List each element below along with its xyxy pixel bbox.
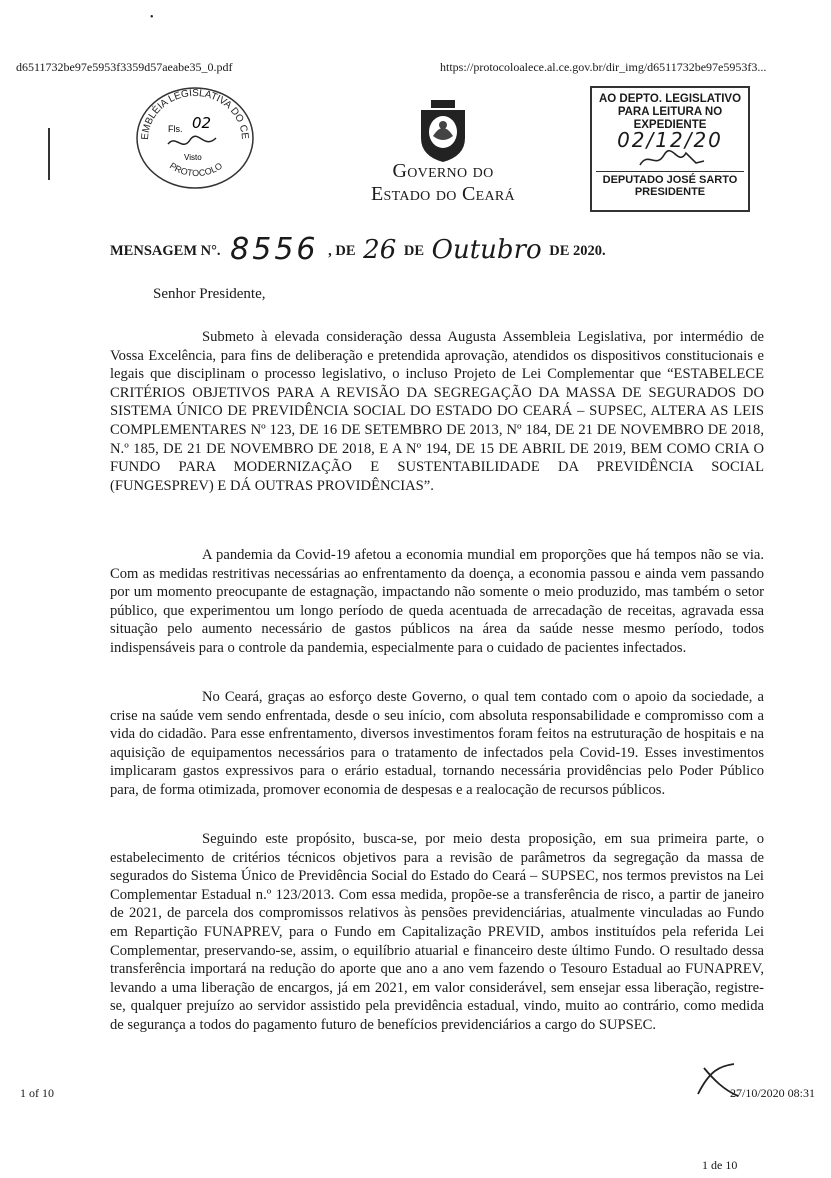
seal-visto: Visto bbox=[184, 153, 202, 162]
page-count-bottom: 1 de 10 bbox=[702, 1158, 738, 1172]
stamp-signature bbox=[592, 147, 748, 171]
scan-dot: • bbox=[150, 12, 154, 23]
paragraph-1: Submeto à elevada consideração dessa Augusta Assembleia Legislativa, por intermédio de Vossa Excelência, para fins de deliberação e pretendida aprovação, atendidos os dispositivos constitucionais e legais que disciplinam o processo legislativo, o incluso Projeto de Lei Complementar que “ESTABELECE CRITÉRIOS OBJETIVOS PARA A REVISÃO DA SEGREGAÇÃO DA MASSA DE SEGURADOS DO SISTEMA ÚNICO DE PREVIDÊNCIA SOCIAL DO ESTADO DO CEARÁ – SUPSEC, ALTERA AS LEIS COMPLEMENTARES Nº 123, DE 16 DE SETEMBRO DE 2013, Nº 184, DE 21 DE NOVEMBRO DE 2018, N.º 185, DE 21 DE NOVEMBRO DE 2018, E A Nº 194, DE 15 DE ABRIL DE 2019, BEM COMO CRIA O FUNDO PARA MODERNIZAÇÃO E SUSTENTABILIDADE DA PREVIDÊNCIA SOCIAL (FUNGESPREV) E DÁ OUTRAS PROVIDÊNCIAS”. bbox=[110, 329, 764, 494]
message-day: 26 bbox=[363, 235, 397, 265]
margin-mark bbox=[48, 128, 50, 180]
stamp-line-2: PARA LEITURA NO EXPEDIENTE bbox=[617, 106, 723, 131]
source-url: https://protocoloalece.al.ce.gov.br/dir_img/d6511732be97e5953f3... bbox=[440, 60, 767, 74]
paragraph-4: Seguindo este propósito, busca-se, por meio desta proposição, em sua primeira parte, o estabelecimento de critérios técnicos objetivos para a revisão de parâmetros da segregação da massa de segurados do Sistema Único de Previdência Social do Estado do Ceará – SUPSEC, nos termos previstos na Lei Complementar Estadual n.º 123/2013. Com essa medida, propõe-se a transferência de risco, a partir de janeiro de 2021, de parcela dos compromissos relativos às pensões previdenciárias, atualmente vinculadas ao Fundo em Repartição FUNAPREV, para o Fundo em Capitalização PREVID, ambos instituídos pela referida Lei Complementar, preservando-se, assim, o equilíbrio atuarial e financeiro deste último Fundo. O resultado dessa transferência importará na redução do aporte que ano a ano vem fazendo o Tesouro Estadual ao FUNAPREV, levando a uma liberação de encargos, já em 2021, em valor considerável, sem ensejar essa liberação, registre-se, qualquer prejuízo ao servidor assistido pela previdência estadual, vindo, muito ao contrário, como medida de segurança a todos do pagamento futuro de benefícios previdenciários a cargo do SUPSEC. bbox=[110, 831, 764, 1033]
page-count-left: 1 of 10 bbox=[20, 1086, 54, 1100]
message-label: MENSAGEM N°. bbox=[110, 243, 221, 259]
seal-fls-value: 02 bbox=[192, 114, 212, 132]
timestamp: 27/10/2020 08:31 bbox=[730, 1086, 816, 1100]
reading-dispatch-stamp bbox=[590, 86, 750, 212]
salutation: Senhor Presidente, bbox=[153, 286, 266, 302]
seal-top-text: EMBLÉIA LEGISLATIVA DO CE bbox=[139, 87, 251, 141]
pdf-filename: d6511732be97e5953f3359d57aeabe35_0.pdf bbox=[16, 60, 233, 74]
message-sep-2: DE bbox=[403, 243, 425, 259]
message-year: DE 2020. bbox=[549, 243, 606, 259]
paragraph-2: A pandemia da Covid-19 afetou a economia mundial em proporções que há tempos não se via. Com as medidas restritivas necessárias ao enfrentamento da doença, a economia passou e ainda vem passando por um momento preocupante de estagnação, impactando não somente o meio produzido, mas também o setor público, que experimentou um longo período de queda acentuada de arrecadação de receitas, agravada essa situação pelo aumento necessário de gastos públicos na área da saúde nesse mesmo período, todos indispensáveis para o controle da pandemia, especialmente para o cuidado de pacientes infectados. bbox=[110, 547, 764, 656]
seal-signature bbox=[168, 136, 216, 144]
state-crest-emblem bbox=[417, 98, 469, 164]
stamp-role: PRESIDENTE bbox=[634, 186, 706, 198]
protocol-seal-stamp bbox=[132, 80, 258, 190]
seal-bottom-text: PROTOCOLO bbox=[167, 160, 225, 179]
svg-text:PROTOCOLO bbox=[168, 161, 224, 179]
message-number: 8556 bbox=[230, 232, 319, 267]
government-line-1: Governo do bbox=[392, 160, 494, 182]
paragraph-3: No Ceará, graças ao esforço deste Governo, o qual tem contado com o apoio da sociedade, a crise na saúde vem sendo enfrentada, desde o seu início, com absoluta responsabilidade e compromisso com a vida do cidadão. Para esse enfrentamento, diversos investimentos foram feitos na estruturação de hospitais e na aquisição de equipamentos necessários para o tratamento de infectados pela Covid-19. Esses investimentos implicaram gastos expressivos para o erário estadual, tornando necessária providências pelo Poder Público para, de forma otimizada, promover economia de despesas e a realocação de recursos públicos. bbox=[110, 689, 764, 798]
message-number-line bbox=[110, 232, 730, 267]
message-sep-1: , DE bbox=[328, 243, 356, 259]
message-month: Outubro bbox=[431, 235, 542, 265]
stamp-line-1: AO DEPTO. LEGISLATIVO bbox=[598, 93, 742, 105]
stamp-date: 02/12/20 bbox=[617, 128, 723, 152]
seal-fls-label: Fls. bbox=[168, 124, 183, 134]
government-line-2: Estado do Ceará bbox=[371, 183, 515, 205]
stamp-deputy: DEPUTADO JOSÉ SARTO bbox=[602, 174, 738, 186]
government-title bbox=[357, 160, 529, 206]
